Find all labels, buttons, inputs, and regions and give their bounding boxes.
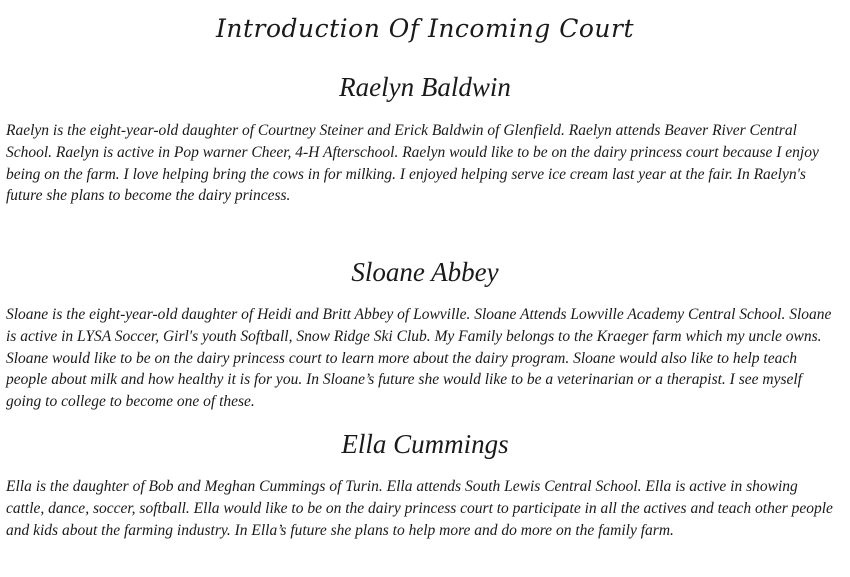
member-bio-sloane-abbey: Sloane is the eight-year-old daughter of Heidi and Britt Abbey of Lowville. Sloane Attends Lowville Academy Central School. Sloane is active in LYSA Soccer, Girl's youth Softball, Snow Ridge Ski Club. My Family belongs to the Kraeger farm which my uncle owns. Sloane would like to be on the dairy princess court to learn more about the dairy program. Sloane would also like to help teach people about milk and how healthy it is for you. In Sloane’s future she would like to be a veterinarian or a therapist. I see myself going to college to become one of these. bbox=[6, 306, 832, 411]
page-title: Introduction Of Incoming Court bbox=[215, 14, 635, 43]
member-name-raelyn-baldwin: Raelyn Baldwin bbox=[339, 72, 511, 102]
member-bio-raelyn-baldwin: Raelyn is the eight-year-old daughter of Courtney Steiner and Erick Baldwin of Glenfield. Raelyn attends Beaver River Central School. Raelyn is active in Pop warner Cheer, 4-H Afterschool. Raelyn would like to be on the dairy princess court because I enjoy being on the farm. I love helping bring the cows in for milking. I enjoyed helping serve ice cream last year at the fair. In Raelyn's future she plans to become the dairy princess. bbox=[6, 122, 819, 205]
member-name-ella-cummings: Ella Cummings bbox=[341, 429, 509, 459]
member-name-sloane-abbey: Sloane Abbey bbox=[351, 257, 499, 287]
member-bio-ella-cummings: Ella is the daughter of Bob and Meghan Cummings of Turin. Ella attends South Lewis Central School. Ella is active in showing cattle, dance, soccer, softball. Ella would like to be on the dairy princess court to participate in all the actives and teach other people and kids about the farming industry. In Ella’s future she plans to help more and do more on the family farm. bbox=[6, 478, 833, 539]
